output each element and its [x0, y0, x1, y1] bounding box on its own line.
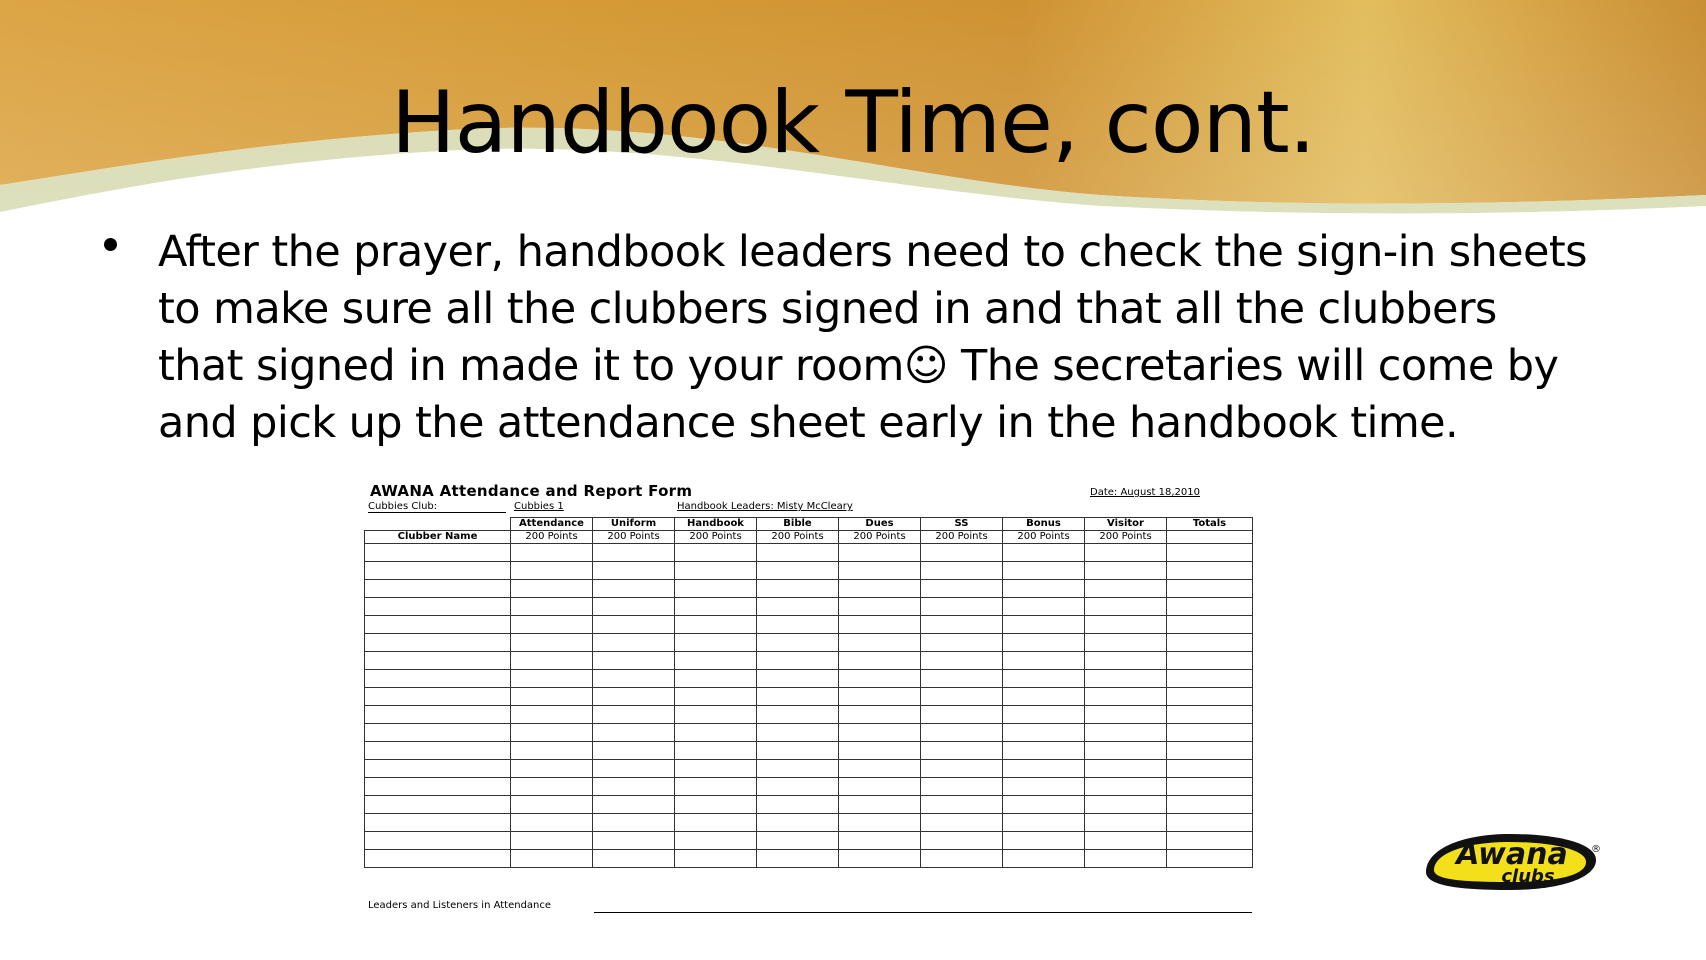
- table-cell: [1003, 652, 1085, 670]
- bullet-line: to make sure all the clubbers signed in and that all the clubbers: [158, 284, 1497, 334]
- table-cell: [1167, 616, 1253, 634]
- table-cell: [921, 670, 1003, 688]
- table-cell: [365, 796, 511, 814]
- table-cell: [921, 688, 1003, 706]
- table-cell: [839, 850, 921, 868]
- table-cell: [839, 580, 921, 598]
- table-cell: [365, 688, 511, 706]
- table-cell: [839, 688, 921, 706]
- table-cell: [921, 562, 1003, 580]
- table-cell: [675, 742, 757, 760]
- table-cell: [675, 724, 757, 742]
- attendance-form-image: [364, 482, 1264, 922]
- table-row: [365, 670, 1253, 688]
- table-cell: [365, 814, 511, 832]
- table-cell: [593, 742, 675, 760]
- table-cell: [511, 724, 593, 742]
- table-cell: [593, 598, 675, 616]
- table-cell: [1003, 688, 1085, 706]
- table-cell: [365, 760, 511, 778]
- table-cell: [675, 850, 757, 868]
- form-club-label: Cubbies Club:: [368, 501, 506, 513]
- slide-title: Handbook Time, cont.: [390, 73, 1316, 173]
- column-header: SS: [921, 518, 1003, 531]
- column-points: 200 Points: [593, 531, 675, 544]
- table-cell: [365, 724, 511, 742]
- table-cell: [1085, 562, 1167, 580]
- table-cell: [365, 562, 511, 580]
- table-cell: [1003, 796, 1085, 814]
- table-cell: [1003, 760, 1085, 778]
- table-cell: [1003, 580, 1085, 598]
- table-cell: [511, 832, 593, 850]
- column-header: Bible: [757, 518, 839, 531]
- table-cell: [365, 832, 511, 850]
- table-cell: [511, 778, 593, 796]
- table-cell: [365, 598, 511, 616]
- column-points: 200 Points: [675, 531, 757, 544]
- column-header: Visitor: [1085, 518, 1167, 531]
- table-cell: [1167, 850, 1253, 868]
- table-cell: [1085, 580, 1167, 598]
- table-cell: [511, 688, 593, 706]
- table-cell: [1003, 814, 1085, 832]
- table-cell: [593, 616, 675, 634]
- form-date: Date: August 18,2010: [1090, 487, 1200, 498]
- table-cell: [839, 706, 921, 724]
- table-cell: [921, 760, 1003, 778]
- table-cell: [921, 814, 1003, 832]
- table-cell: [511, 562, 593, 580]
- table-cell: [675, 796, 757, 814]
- table-cell: [757, 598, 839, 616]
- table-cell: [593, 814, 675, 832]
- table-cell: [365, 580, 511, 598]
- column-header: Uniform: [593, 518, 675, 531]
- table-cell: [1085, 688, 1167, 706]
- footer-signature-line: [594, 912, 1252, 913]
- table-cell: [511, 796, 593, 814]
- table-cell: [593, 832, 675, 850]
- bullet-line: After the prayer, handbook leaders need to check the sign-in sheets: [158, 227, 1587, 277]
- table-cell: [365, 742, 511, 760]
- table-cell: [839, 742, 921, 760]
- table-row: [365, 742, 1253, 760]
- table-cell: [593, 688, 675, 706]
- table-row: [365, 634, 1253, 652]
- table-row: [365, 544, 1253, 562]
- table-cell: [757, 634, 839, 652]
- table-cell: [511, 814, 593, 832]
- table-cell: [1167, 724, 1253, 742]
- table-cell: [1167, 652, 1253, 670]
- table-cell: [1003, 598, 1085, 616]
- table-cell: [1085, 850, 1167, 868]
- table-cell: [593, 850, 675, 868]
- table-row: [365, 706, 1253, 724]
- table-cell: [593, 760, 675, 778]
- table-cell: [921, 850, 1003, 868]
- table-cell: [1003, 850, 1085, 868]
- form-title: AWANA Attendance and Report Form: [370, 482, 693, 500]
- awana-clubs-logo: [1420, 820, 1604, 900]
- table-cell: [757, 724, 839, 742]
- table-cell: [757, 544, 839, 562]
- column-header: Attendance: [511, 518, 593, 531]
- table-cell: [511, 760, 593, 778]
- table-cell: [1167, 760, 1253, 778]
- table-cell: [921, 598, 1003, 616]
- table-cell: [1003, 832, 1085, 850]
- table-cell: [1003, 724, 1085, 742]
- table-cell: [1003, 742, 1085, 760]
- table-cell: [1085, 760, 1167, 778]
- table-row: [365, 598, 1253, 616]
- clubber-name-header: Clubber Name: [365, 531, 511, 544]
- table-cell: [1167, 706, 1253, 724]
- table-cell: [757, 580, 839, 598]
- table-cell: [839, 778, 921, 796]
- table-cell: [511, 742, 593, 760]
- table-cell: [675, 634, 757, 652]
- table-cell: [675, 544, 757, 562]
- table-cell: [921, 706, 1003, 724]
- table-cell: [921, 724, 1003, 742]
- bullet-line: that signed in made it to your room☺ The secretaries will come by: [158, 341, 1559, 391]
- table-cell: [365, 652, 511, 670]
- table-cell: [675, 760, 757, 778]
- table-cell: [675, 616, 757, 634]
- table-cell: [1167, 778, 1253, 796]
- table-cell: [839, 652, 921, 670]
- attendance-table: [364, 517, 1253, 868]
- table-cell: [1085, 742, 1167, 760]
- table-cell: [365, 850, 511, 868]
- table-cell: [511, 670, 593, 688]
- table-cell: [593, 652, 675, 670]
- table-cell: [1003, 634, 1085, 652]
- table-cell: [675, 688, 757, 706]
- table-cell: [1167, 634, 1253, 652]
- bullet-text: [158, 224, 1658, 452]
- table-cell: [757, 760, 839, 778]
- table-body: [365, 544, 1253, 868]
- table-cell: [757, 706, 839, 724]
- table-cell: [921, 796, 1003, 814]
- table-cell: [1085, 814, 1167, 832]
- table-cell: [757, 688, 839, 706]
- table-row: [365, 814, 1253, 832]
- totals-points-cell: [1167, 531, 1253, 544]
- table-cell: [675, 778, 757, 796]
- table-cell: [1003, 778, 1085, 796]
- table-cell: [757, 742, 839, 760]
- table-cell: [365, 544, 511, 562]
- table-row: [365, 616, 1253, 634]
- table-cell: [593, 634, 675, 652]
- column-header: Handbook: [675, 518, 757, 531]
- table-cell: [1167, 814, 1253, 832]
- table-cell: [839, 544, 921, 562]
- table-row: [365, 850, 1253, 868]
- table-cell: [1167, 544, 1253, 562]
- table-cell: [593, 580, 675, 598]
- table-cell: [593, 724, 675, 742]
- table-cell: [1085, 706, 1167, 724]
- table-cell: [365, 706, 511, 724]
- table-cell: [675, 832, 757, 850]
- table-row: [365, 562, 1253, 580]
- bullet-line: and pick up the attendance sheet early in the handbook time.: [158, 398, 1459, 448]
- table-cell: [675, 652, 757, 670]
- column-header: Bonus: [1003, 518, 1085, 531]
- table-cell: [839, 598, 921, 616]
- table-cell: [675, 562, 757, 580]
- table-row: [365, 652, 1253, 670]
- table-cell: [1085, 544, 1167, 562]
- table-cell: [593, 670, 675, 688]
- totals-header: Totals: [1167, 518, 1253, 531]
- registered-mark: ®: [1591, 844, 1601, 855]
- table-cell: [1167, 796, 1253, 814]
- table-header-cell: [365, 518, 511, 531]
- table-cell: [757, 562, 839, 580]
- table-cell: [1003, 544, 1085, 562]
- table-cell: [1003, 616, 1085, 634]
- table-cell: [757, 832, 839, 850]
- table-cell: [757, 778, 839, 796]
- column-points: 200 Points: [839, 531, 921, 544]
- table-cell: [511, 652, 593, 670]
- table-cell: [1167, 562, 1253, 580]
- table-cell: [511, 580, 593, 598]
- table-row: [365, 760, 1253, 778]
- table-cell: [675, 598, 757, 616]
- form-leaders: Handbook Leaders: Misty McCleary: [677, 501, 853, 512]
- table-cell: [675, 580, 757, 598]
- column-points: 200 Points: [1003, 531, 1085, 544]
- table-cell: [1003, 562, 1085, 580]
- table-cell: [757, 796, 839, 814]
- table-cell: [675, 706, 757, 724]
- table-cell: [1085, 832, 1167, 850]
- column-points: 200 Points: [757, 531, 839, 544]
- column-header: Dues: [839, 518, 921, 531]
- table-cell: [1003, 706, 1085, 724]
- table-cell: [593, 796, 675, 814]
- table-cell: [839, 832, 921, 850]
- logo-text-clubs: clubs: [1501, 866, 1555, 887]
- table-cell: [593, 562, 675, 580]
- table-cell: [1085, 724, 1167, 742]
- table-cell: [365, 670, 511, 688]
- table-cell: [593, 778, 675, 796]
- table-cell: [1085, 670, 1167, 688]
- table-cell: [1085, 616, 1167, 634]
- logo-text-awana: Awana: [1456, 837, 1568, 872]
- table-cell: [1167, 598, 1253, 616]
- table-cell: [1085, 778, 1167, 796]
- table-cell: [921, 544, 1003, 562]
- table-cell: [593, 544, 675, 562]
- table-cell: [921, 778, 1003, 796]
- table-cell: [1085, 598, 1167, 616]
- table-cell: [839, 724, 921, 742]
- table-cell: [511, 598, 593, 616]
- bullet-dot-icon: [104, 238, 117, 251]
- table-cell: [839, 616, 921, 634]
- table-cell: [1167, 580, 1253, 598]
- table-row: [365, 832, 1253, 850]
- table-header-row: [365, 518, 1253, 531]
- table-cell: [1167, 742, 1253, 760]
- table-cell: [839, 562, 921, 580]
- table-row: [365, 688, 1253, 706]
- table-cell: [365, 634, 511, 652]
- footer-label: Leaders and Listeners in Attendance: [368, 900, 552, 911]
- table-cell: [1003, 670, 1085, 688]
- column-points: 200 Points: [921, 531, 1003, 544]
- table-header-row: [365, 531, 1253, 544]
- form-club-value: Cubbies 1: [514, 501, 564, 512]
- table-row: [365, 580, 1253, 598]
- table-cell: [593, 706, 675, 724]
- table-cell: [921, 832, 1003, 850]
- column-points: 200 Points: [511, 531, 593, 544]
- table-cell: [365, 616, 511, 634]
- table-cell: [921, 580, 1003, 598]
- table-cell: [365, 778, 511, 796]
- table-cell: [839, 634, 921, 652]
- table-cell: [675, 814, 757, 832]
- table-cell: [1167, 832, 1253, 850]
- table-cell: [839, 796, 921, 814]
- table-cell: [511, 616, 593, 634]
- table-cell: [675, 670, 757, 688]
- table-cell: [1085, 634, 1167, 652]
- table-cell: [839, 760, 921, 778]
- column-points: 200 Points: [1085, 531, 1167, 544]
- table-row: [365, 724, 1253, 742]
- table-cell: [757, 670, 839, 688]
- table-cell: [921, 652, 1003, 670]
- table-cell: [511, 544, 593, 562]
- table-cell: [757, 850, 839, 868]
- table-cell: [511, 850, 593, 868]
- table-cell: [1085, 652, 1167, 670]
- table-cell: [757, 616, 839, 634]
- table-cell: [839, 814, 921, 832]
- table-cell: [511, 706, 593, 724]
- table-cell: [757, 814, 839, 832]
- table-cell: [511, 634, 593, 652]
- table-cell: [921, 634, 1003, 652]
- table-cell: [1085, 796, 1167, 814]
- table-cell: [757, 652, 839, 670]
- table-cell: [921, 742, 1003, 760]
- table-cell: [839, 670, 921, 688]
- table-cell: [921, 616, 1003, 634]
- table-cell: [1167, 670, 1253, 688]
- table-cell: [1167, 688, 1253, 706]
- table-row: [365, 796, 1253, 814]
- table-row: [365, 778, 1253, 796]
